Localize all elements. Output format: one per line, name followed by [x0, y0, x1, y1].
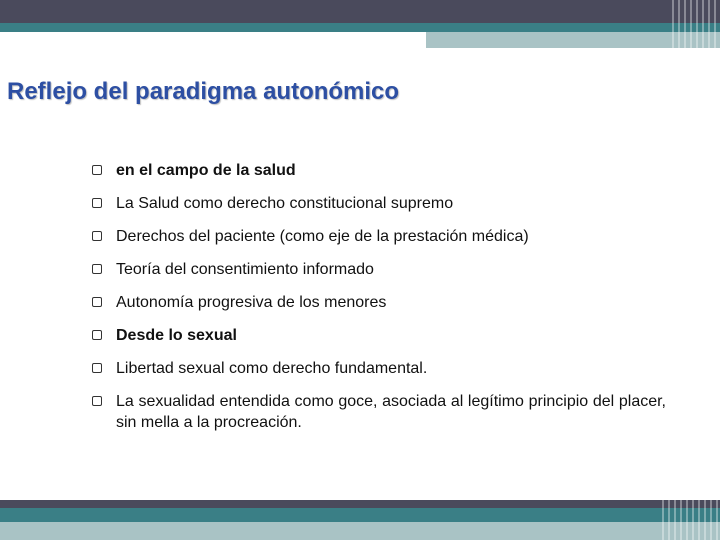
checkbox-bullet-icon — [92, 264, 102, 274]
bullet-text: en el campo de la salud — [116, 162, 296, 179]
bullet-item — [92, 358, 666, 379]
bullet-text: La Salud como derecho constitucional supremo — [116, 195, 454, 212]
bullet-item — [92, 325, 666, 346]
bullet-text: Derechos del paciente (como eje de la prestación médica) — [116, 228, 529, 245]
checkbox-bullet-icon — [92, 363, 102, 373]
checkbox-bullet-icon — [92, 231, 102, 241]
bullet-text: Teoría del consentimiento informado — [116, 261, 374, 278]
checkbox-bullet-icon — [92, 396, 102, 406]
top-dark-bar — [0, 0, 720, 23]
bullet-item — [92, 226, 666, 247]
checkbox-bullet-icon — [92, 198, 102, 208]
top-teal-bar — [0, 23, 720, 32]
checkbox-bullet-icon — [92, 165, 102, 175]
bullet-list — [92, 160, 666, 445]
bullet-item — [92, 259, 666, 280]
slide-title: Reflejo del paradigma autonómico — [7, 78, 400, 105]
bullet-item — [92, 391, 666, 433]
bottom-stripes-decoration — [662, 500, 720, 540]
bullet-text: Autonomía progresiva de los menores — [116, 294, 387, 311]
bullet-text: La sexualidad entendida como goce, asociada al legítimo principio del placer, sin mella a la procreación. — [116, 393, 666, 431]
bullet-text: Desde lo sexual — [116, 327, 237, 344]
bullet-item — [92, 292, 666, 313]
bottom-dark-bar — [0, 500, 720, 508]
checkbox-bullet-icon — [92, 297, 102, 307]
bottom-light-bar — [0, 522, 720, 540]
checkbox-bullet-icon — [92, 330, 102, 340]
bullet-text: Libertad sexual como derecho fundamental. — [116, 360, 428, 377]
top-stripes-decoration — [672, 0, 720, 48]
bullet-item — [92, 160, 666, 181]
bullet-item — [92, 193, 666, 214]
bottom-teal-bar — [0, 508, 720, 522]
